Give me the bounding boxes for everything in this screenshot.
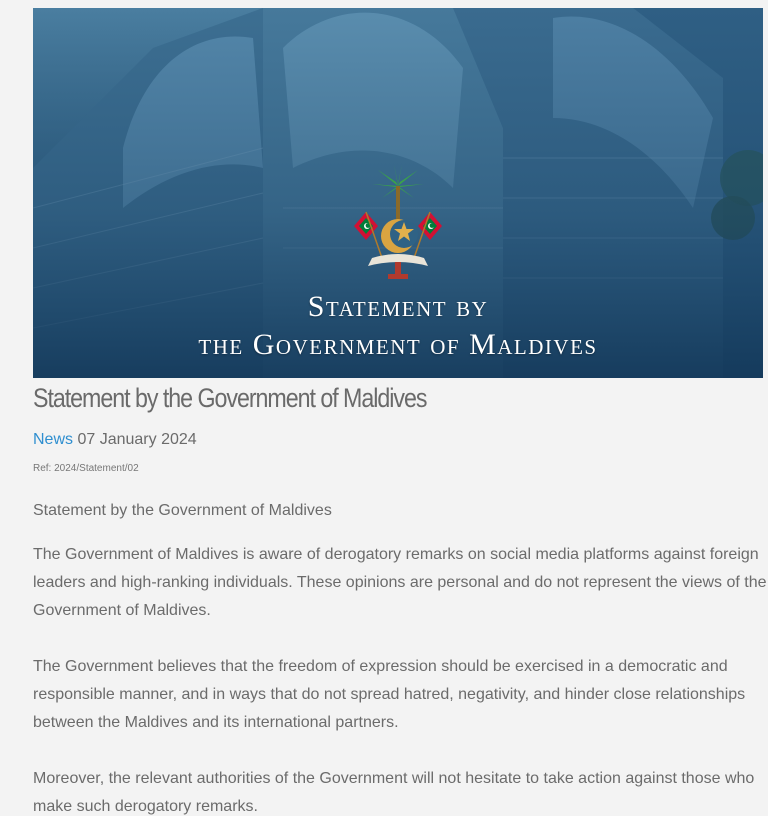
maldives-state-emblem-icon (338, 158, 458, 283)
article-paragraph: Statement by the Government of Maldives (33, 502, 332, 519)
article-meta (33, 431, 197, 449)
article-paragraph: The Government of Maldives is aware of derogatory remarks on social media platforms against foreign leaders and high-ranking individuals. These opinions are personal and do not represent the views of the Government of Maldives. (33, 546, 767, 619)
hero-overlay-title-line2: the Government of Maldives (198, 328, 598, 361)
publish-date: 07 January 2024 (77, 431, 197, 448)
page-title: Statement by the Government of Maldives (33, 383, 427, 413)
article-paragraph: The Government believes that the freedom of expression should be exercised in a democratic and responsible manner, and in ways that do not spread hatred, negativity, and hinder close relationships between the Maldives and its international partners. (33, 658, 746, 731)
article-paragraph: Moreover, the relevant authorities of the Government will not hesitate to take action against those who make such derogatory remarks. (33, 770, 755, 815)
hero-overlay-title-line1: Statement by (307, 290, 489, 323)
hero-banner (33, 8, 763, 378)
reference-number: Ref: 2024/Statement/02 (33, 463, 139, 474)
category-link-news[interactable]: News (33, 431, 74, 448)
